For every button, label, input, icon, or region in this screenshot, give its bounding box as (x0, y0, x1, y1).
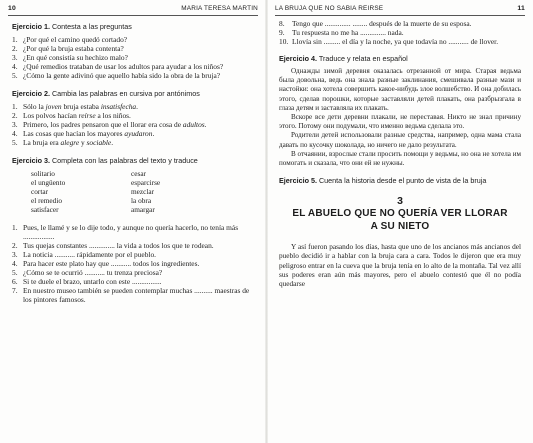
word-bank-item: la obra (131, 196, 152, 205)
item-number: 5. (12, 138, 18, 147)
running-head (8, 4, 258, 16)
word-bank-item: el remedio (31, 196, 62, 205)
exercise-label: Ejercicio 5. (279, 176, 317, 186)
sentence-item (12, 129, 254, 138)
fill-in-item (12, 223, 254, 241)
running-title: MARIA TERESA MARTIN (181, 5, 258, 12)
item-text: Si te duele el brazo, untarlo con este ................ (23, 277, 162, 286)
fill-in-item (12, 277, 254, 286)
text-part: a los niños. (95, 111, 131, 120)
item-number: 2. (12, 241, 18, 250)
italic-word: sociable (86, 138, 112, 147)
fill-in-item (12, 241, 254, 250)
text-part: bruja estaba (61, 102, 101, 111)
fill-in-item (12, 259, 254, 268)
item-text: ¿En qué consistía su hechizo malo? (23, 53, 128, 62)
italic-word: reírse (78, 111, 96, 120)
text-part: . (152, 129, 155, 138)
russian-paragraph: Родители детей использовали разные средства, например, одна мама стала давать по кусочку шоколада, но ничего не дало результата. (279, 131, 521, 149)
text-part: Los polvos hacían (23, 111, 79, 120)
running-title: LA BRUJA QUE NO SABIA REIRSE (275, 5, 384, 12)
item-number: 2. (12, 44, 18, 53)
russian-paragraph: Однажды зимой деревня оказалась отрезанной от мира. Старая ведьма была довольна, ведь она знала разные заклинания, смешивала разные мази и настойки: она хотела совершить какое-нибудь злое волшебство. И она добилась этого, сделав порошки, которые заставляли детей плакать, она разбрызгала в глаза детям и заставляла их плакать. (279, 67, 521, 112)
word-bank-item: cortar (31, 187, 49, 196)
item-text: ¿Por qué la bruja estaba contenta? (23, 44, 124, 53)
item-text: ¿Cómo la gente adivinó que aquello había sido la obra de la bruja? (23, 71, 221, 80)
word-bank-item: el ungüento (31, 178, 66, 187)
fill-in-item (12, 268, 254, 277)
exercise-label: Ejercicio 1. (12, 22, 50, 31)
item-number: 3. (12, 53, 18, 62)
russian-text (279, 67, 521, 168)
italic-word: insatisfecha (100, 102, 137, 111)
item-text: Pues, le llamé y se lo dije todo, y aunque no quería hacerlo, no tenía más ................. (23, 223, 239, 241)
italic-word: joven (45, 102, 62, 111)
text-part: . (111, 138, 114, 147)
right-page (267, 0, 533, 443)
running-head (275, 4, 525, 16)
item-number: 4. (12, 62, 18, 71)
text-part: Sólo la (23, 102, 46, 111)
word-bank (31, 169, 254, 214)
exercise-label: Ejercicio 3. (12, 156, 50, 165)
word-bank-item: cesar (131, 169, 146, 178)
left-body (12, 22, 254, 304)
item-text: Llovía sin ......... el día y la noche, ya que todavía no ........... de llover. (292, 37, 499, 46)
text-part: . (136, 102, 138, 111)
question-item (12, 62, 254, 71)
item-text: Tengo que .............. ........ después de la muerte de su esposa. (292, 19, 472, 28)
sentence-item (12, 120, 254, 129)
page-number: 11 (517, 5, 525, 12)
exercise-3-continued-list (279, 19, 521, 46)
item-text: ¿Por qué el camino quedó cortado? (23, 35, 128, 44)
chapter-heading (279, 195, 521, 233)
right-body (279, 19, 521, 288)
sentence-item (12, 102, 254, 111)
exercise-label: Ejercicio 4. (279, 54, 317, 63)
item-number: 7. (12, 286, 18, 295)
fill-in-item (279, 28, 521, 37)
fill-in-item (279, 19, 521, 28)
exercise-2-list (12, 102, 254, 147)
russian-paragraph: Вскоре все дети деревни плакали, не переставая. Никто не знал причину этого. Потому они подумали, что именно ведьма сделала это. (279, 113, 521, 131)
page-number: 10 (8, 5, 16, 12)
item-number: 3. (12, 120, 18, 129)
item-number: 2. (12, 111, 18, 120)
item-number: 9. (279, 28, 285, 37)
exercise-2-heading (12, 89, 254, 98)
exercise-instruction: Cambia las palabras en cursiva por antónimos (51, 89, 200, 98)
sentence-item (12, 138, 254, 147)
text-part: . (204, 120, 207, 129)
item-text: Tu respuesta no me ha .............. nada. (292, 28, 404, 37)
exercise-1-list (12, 35, 254, 80)
text-part: La bruja era (23, 138, 61, 147)
exercise-instruction: Contesta a las preguntas (51, 22, 132, 31)
italic-word: ayudaron (124, 129, 153, 138)
exercise-instruction: Traduce y relata en español (318, 54, 408, 63)
italic-word: alegre (60, 138, 80, 147)
item-number: 8. (279, 19, 285, 28)
item-number: 10. (279, 37, 289, 46)
exercise-instruction: Cuenta la historia desde el punto de vista de la bruja (318, 176, 487, 186)
text-part: Primero, los padres pensaron que el llorar era cosa de (23, 120, 183, 129)
text-part: y (79, 138, 87, 147)
chapter-title-line: A SU NIETO (370, 220, 430, 232)
word-bank-item: solitario (31, 169, 55, 178)
header-rule (8, 15, 258, 16)
word-bank-item: amargar (131, 205, 155, 214)
fill-in-item (12, 286, 254, 304)
exercise-5-heading (279, 176, 521, 185)
item-number: 1. (12, 102, 18, 111)
item-text: ¿Qué remedios trataban de usar los adultos para ayudar a los niños? (23, 62, 224, 71)
word-bank-item: esparcirse (131, 178, 161, 187)
exercise-label: Ejercicio 2. (12, 89, 50, 98)
chapter-title-line: EL ABUELO QUE NO QUERÍA VER LLORAR (292, 208, 508, 220)
question-item (12, 44, 254, 53)
item-number: 5. (12, 268, 18, 277)
item-text: Tus quejas constantes .............. la vida a todos los que te rodean. (23, 241, 214, 250)
exercise-3-list (12, 223, 254, 304)
russian-paragraph: В отчаянии, взрослые стали просить помощи у ведьмы, но она не хотела им помогать и сказала, что они ей не нужны. (279, 149, 521, 168)
exercise-3-heading (12, 156, 254, 165)
exercise-1-heading (12, 22, 254, 31)
story-paragraph: Y así fueron pasando los días, hasta que uno de los ancianos más ancianos del pueblo decidió ir a hablar con la bruja cara a cara. Todos le dijeron que era muy peligroso entrar en la cueva que la bruja tenía en lo alto de la montaña. Tal vez allí sus poderes eran aún más mayores, pero el abuelo contestó que él no podía quedarse (279, 242, 521, 289)
item-number: 6. (12, 277, 18, 286)
item-number: 1. (12, 223, 18, 232)
chapter-number: 3 (397, 195, 403, 208)
fill-in-item (12, 250, 254, 259)
question-item (12, 71, 254, 80)
item-text: En nuestro museo también se pueden contemplar muchas .......... maestras de los pintores famosos. (23, 286, 250, 304)
fill-in-item (279, 37, 521, 46)
text-part: Las cosas que hacían los mayores (23, 129, 125, 138)
sentence-item (12, 111, 254, 120)
italic-word: adultos (182, 120, 205, 129)
item-number: 1. (12, 35, 18, 44)
question-item (12, 53, 254, 62)
exercise-instruction: Completa con las palabras del texto y traduce (51, 156, 198, 165)
item-number: 5. (12, 71, 18, 80)
item-text: Para hacer este plato hay que ........... todos los ingredientes. (23, 259, 200, 268)
item-number: 4. (12, 259, 18, 268)
left-page (0, 0, 266, 443)
item-number: 3. (12, 250, 18, 259)
header-rule (275, 15, 525, 16)
question-item (12, 35, 254, 44)
item-text: La noticia ........... rápidamente por el pueblo. (23, 250, 156, 259)
item-number: 4. (12, 129, 18, 138)
word-bank-item: mezclar (131, 187, 155, 196)
word-bank-item: satisfacer (31, 205, 59, 214)
exercise-4-heading (279, 54, 521, 63)
item-text: ¿Cómo se te ocurrió ........... tu trenza preciosa? (23, 268, 163, 277)
